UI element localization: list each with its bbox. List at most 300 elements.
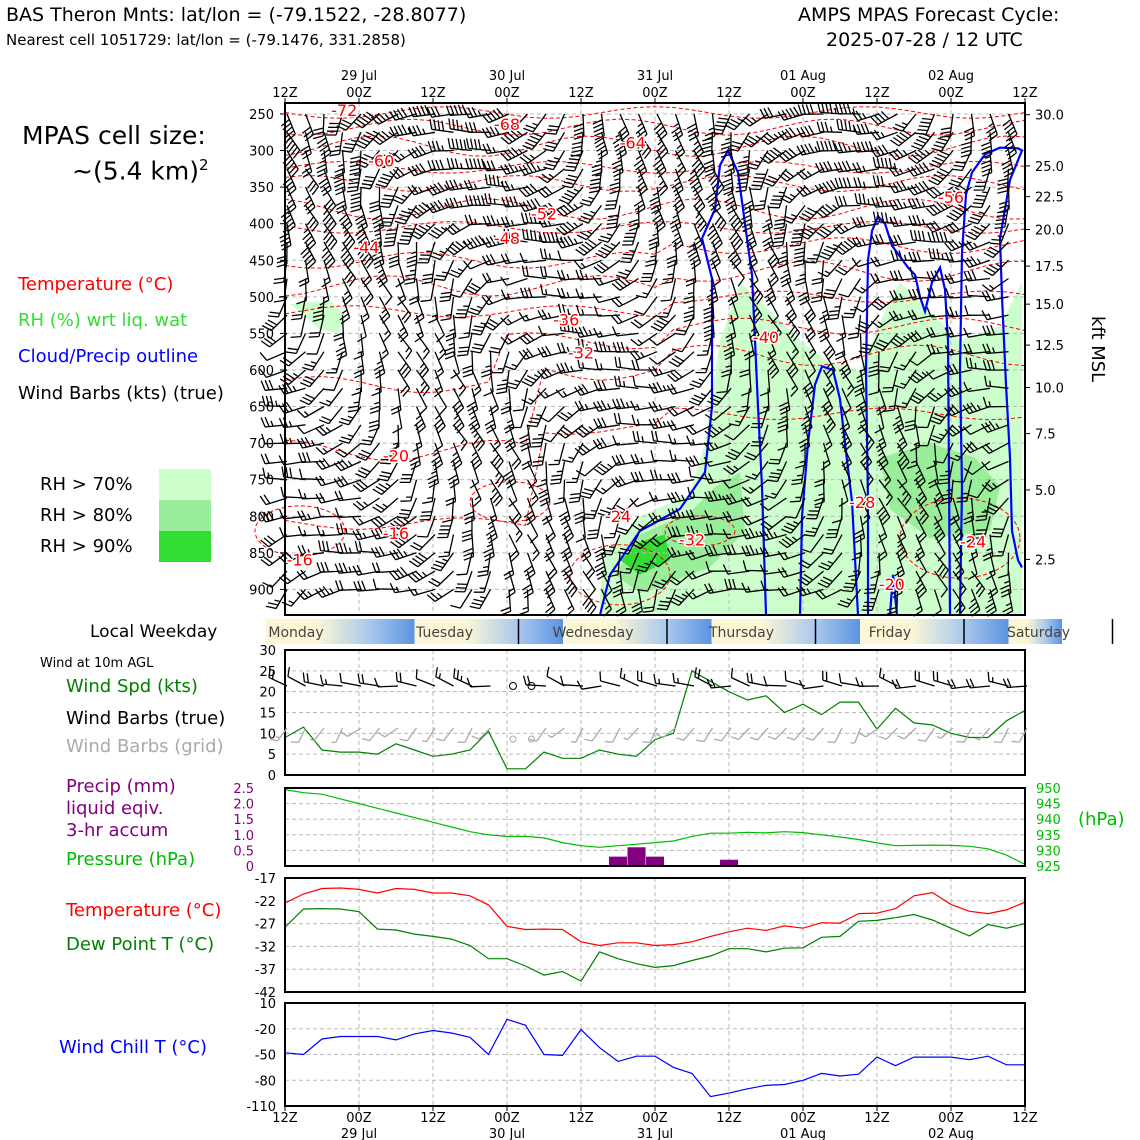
temperature-label: -28 [849, 493, 876, 513]
date-label: 29 Jul [340, 69, 378, 84]
weekday-title: Local Weekday [90, 622, 218, 642]
grid-wind-barb [975, 728, 990, 740]
wind-barb [431, 553, 454, 571]
wind-barb [702, 132, 713, 157]
wind-barb [519, 163, 546, 175]
wind-barb [370, 187, 380, 212]
pressure-tick-label: 350 [249, 181, 274, 197]
wind-barb [303, 224, 316, 251]
wind-barb [580, 187, 602, 206]
wind-barb [373, 579, 398, 590]
date-label: 02 Aug [927, 1127, 975, 1140]
wind-barb [469, 407, 480, 434]
wind-barb [916, 114, 935, 134]
wind-barb [446, 242, 472, 255]
wind-barb [407, 242, 417, 267]
date-label: 30 Jul [488, 1127, 526, 1140]
wind-barb [952, 151, 972, 171]
wind-barb [686, 260, 696, 286]
wind-barb [848, 315, 861, 339]
y-tick-label: -27 [254, 917, 276, 933]
date-label: 29 Jul [340, 1127, 378, 1140]
surface-wind-barb [695, 667, 713, 686]
wind-barb [539, 480, 550, 506]
pressure-tick-label: 250 [249, 107, 274, 123]
wind-barb [928, 232, 953, 242]
surface-wind-barb [467, 678, 490, 687]
wind-barb [584, 498, 602, 519]
wind-barb [434, 425, 442, 452]
temperature-label: -72 [331, 101, 358, 121]
grid-wind-barb [362, 728, 379, 741]
wind-barb [519, 589, 529, 614]
y-tick-label: 5 [267, 748, 276, 764]
grid-wind-barb [605, 728, 620, 742]
wind-barb [440, 279, 454, 302]
precip-bar [646, 857, 664, 866]
wind-barb [334, 460, 361, 471]
y-tick-label: 10 [259, 727, 276, 743]
y-tick-label: -80 [254, 1074, 276, 1090]
wind-barb [672, 333, 694, 351]
wind-barb [804, 297, 815, 324]
grid-wind-barb [696, 728, 712, 742]
surface-wind-barb [966, 679, 990, 688]
wind-barb [579, 205, 602, 223]
wind-barb [538, 186, 565, 197]
kft-tick-label: 15.0 [1035, 298, 1064, 314]
wind-barb [557, 425, 583, 438]
kft-tick-label: 2.5 [1035, 553, 1056, 569]
legend-temperature: Temperature (°C) [18, 274, 174, 295]
grid-wind-barb [548, 728, 565, 737]
wind-barb [302, 114, 313, 141]
time-tick-label: 00Z [642, 86, 668, 101]
wind-barb [583, 589, 596, 615]
wind-barb [911, 132, 934, 149]
precip-tick-label: 0 [245, 860, 254, 875]
wind-barb [589, 169, 601, 193]
legend-wind-barbs-grid: Wind Barbs (grid) [66, 736, 224, 757]
wind-barb [587, 516, 602, 539]
wind-barb [769, 187, 787, 208]
temperature-label: -16 [286, 550, 313, 570]
wind-barb [483, 273, 509, 283]
grid-wind-barb [851, 728, 861, 743]
time-tick-label: 12Z [864, 86, 890, 101]
time-tick-label: 00Z [790, 1111, 816, 1126]
pressure-tick-label: 900 [249, 583, 274, 599]
precip-bar [628, 847, 646, 866]
cell-size-text: ~(5.4 km) [72, 156, 199, 186]
legend-rh: RH (%) wrt liq. wat [18, 310, 188, 331]
pressure-tick-label: 750 [249, 473, 274, 489]
windchill-line [285, 1019, 1025, 1096]
kft-tick-label: 17.5 [1035, 260, 1064, 276]
legend-wind: Wind Barbs (kts) (true) [18, 383, 224, 404]
kft-tick-label: 22.5 [1035, 190, 1064, 206]
wind-barb [835, 260, 860, 275]
surface-wind-barb [1003, 679, 1027, 688]
wind-barb [384, 224, 399, 247]
wind-barb [470, 333, 490, 353]
pressure-tick-label: 550 [249, 327, 274, 343]
cell-size-label: MPAS cell size: [22, 121, 206, 150]
nearest-cell: Nearest cell 1051729: lat/lon = (-79.1476, 331.2858) [6, 31, 406, 49]
wind-barb [890, 130, 916, 146]
grid-wind-barb [827, 728, 842, 742]
y-tick-label: -50 [254, 1048, 276, 1064]
cell-size-value [72, 156, 209, 185]
wind-barb [279, 402, 306, 413]
pressure-tick-label: 600 [249, 363, 274, 379]
wind-barb [427, 589, 453, 601]
time-tick-label: 12Z [716, 1111, 742, 1126]
wind-barb [828, 297, 842, 320]
temperature-label: -56 [937, 188, 965, 208]
wind-barb [692, 151, 705, 178]
wind-barb [467, 388, 478, 415]
wind-barb [855, 193, 879, 205]
cell-size-exponent: 2 [199, 156, 209, 174]
wind-barb [670, 450, 694, 462]
grid-wind-barb [457, 728, 472, 742]
pressure-tick-label: 500 [249, 290, 274, 306]
grid-wind-barb [400, 728, 417, 741]
y-tick-label: 25 [259, 664, 276, 680]
grid-wind-barb [676, 728, 694, 740]
wind-barb [446, 105, 472, 116]
wind-barb [834, 239, 860, 255]
grid-wind-barb [806, 728, 824, 740]
wind-barb [391, 388, 401, 414]
wind-barb [576, 240, 602, 256]
surface-wind-barb [321, 675, 343, 686]
surface-wind-barb [396, 672, 416, 686]
pressure-tick-label: 650 [249, 400, 274, 416]
legend-precip-3: 3-hr accum [66, 820, 169, 841]
wind-barb [335, 491, 361, 501]
temperature-label: -40 [752, 327, 780, 347]
wind-barb [300, 370, 324, 387]
wind-barb [661, 279, 676, 302]
wind-barb [667, 407, 694, 417]
date-label: 31 Jul [636, 1127, 674, 1140]
wind-barb [630, 350, 657, 360]
surface-wind-barb [823, 671, 842, 686]
calm-wind-circle [510, 683, 517, 690]
wind-barb [504, 461, 516, 488]
grid-wind-barb [859, 728, 879, 737]
wind-barb [408, 571, 435, 582]
wind-barb [768, 260, 778, 287]
temperature-label: -44 [353, 237, 380, 257]
wind-barb [457, 333, 472, 355]
wind-barb [459, 315, 473, 338]
grid-wind-barb [918, 728, 935, 741]
wind-barb [434, 260, 453, 280]
wind-barb [356, 443, 379, 460]
y-tick-label: -37 [254, 963, 276, 979]
y-tick-label: -42 [254, 986, 276, 1001]
surface-wind-barb [892, 679, 916, 688]
wind-barb [583, 571, 595, 597]
wind-barb [464, 498, 474, 524]
wind-barb [562, 169, 583, 188]
wind10m-title: Wind at 10m AGL [40, 656, 154, 671]
wind-barb [316, 443, 343, 454]
calm-wind-circle [510, 736, 516, 742]
wind-barb [649, 333, 675, 345]
precip-tick-label: 1.0 [233, 828, 254, 844]
wind-barb [539, 169, 565, 183]
surface-wind-barb [375, 678, 398, 687]
wind-barb [556, 203, 583, 216]
temperature-label: -32 [567, 343, 595, 363]
wind-barb [531, 425, 546, 447]
grid-wind-barb [378, 728, 398, 737]
wind-barb [410, 224, 435, 239]
wind-barb [576, 461, 601, 476]
wind-barb [513, 388, 528, 411]
legend-precip-1: Precip (mm) [66, 776, 176, 797]
time-tick-label: 00Z [494, 1111, 520, 1126]
wind-barb [370, 388, 380, 413]
date-label: 02 Aug [927, 69, 975, 84]
wind-barb [280, 352, 306, 366]
time-tick-label: 12Z [568, 86, 594, 101]
kft-tick-label: 25.0 [1035, 159, 1064, 175]
temperature-label: -20 [382, 446, 410, 466]
wind-barb [612, 297, 639, 307]
wind-barb [839, 279, 861, 297]
wind-barb [929, 248, 953, 260]
wind-barb [393, 187, 417, 204]
wind-barb [527, 407, 546, 427]
grid-wind-barb [750, 728, 768, 740]
surface-wind-barb [915, 671, 934, 687]
y-tick-label: 30 [259, 644, 276, 659]
temperature-label: -60 [368, 151, 395, 171]
legend-rh80: RH > 80% [40, 505, 133, 526]
wind-barb [335, 563, 361, 573]
pressure-tick-label: 950 [1036, 782, 1061, 797]
wind-barb [491, 425, 501, 452]
time-tick-label: 12Z [568, 1111, 594, 1126]
wind-barb [481, 352, 491, 377]
pressure-tick-label: 930 [1036, 844, 1061, 860]
weekday-label: Wednesday [552, 625, 634, 641]
wind-barb [595, 480, 621, 494]
time-tick-label: 12Z [272, 86, 298, 101]
wind-barb [997, 169, 1008, 194]
wind-barb [339, 425, 361, 443]
wind-barb [688, 169, 702, 196]
y-tick-label: -17 [254, 872, 276, 887]
kft-tick-label: 10.0 [1035, 381, 1064, 397]
y-tick-label: 10 [259, 997, 276, 1012]
wind-barb [616, 260, 638, 278]
wind-barb [816, 204, 842, 217]
wind-barb [543, 132, 564, 151]
temperature-label: -24 [604, 507, 632, 527]
surface-wind-barb [288, 667, 306, 686]
wind-barb [492, 352, 509, 373]
wind-barb [409, 553, 435, 567]
surface-wind-barb [839, 673, 860, 686]
date-label: 31 Jul [636, 69, 674, 84]
legend-cloud: Cloud/Precip outline [18, 346, 199, 367]
pressure-tick-label: 800 [249, 510, 274, 526]
wind-barb [649, 366, 676, 376]
kft-tick-label: 30.0 [1035, 108, 1064, 124]
kft-tick-label: 7.5 [1035, 427, 1056, 443]
temperature-label: -64 [619, 133, 646, 153]
y-tick-label: 20 [259, 685, 276, 701]
wind-barb [705, 114, 715, 140]
wind-barb [722, 169, 733, 195]
wind-barb [507, 571, 516, 598]
pressure-tick-label: 450 [249, 254, 274, 270]
temperature-label: -52 [530, 204, 558, 224]
pressure-tick-label: 700 [249, 437, 274, 453]
rh70-area [290, 300, 345, 333]
wind-barb [780, 187, 805, 203]
time-tick-label: 12Z [716, 86, 742, 101]
grid-wind-barb [332, 728, 343, 743]
wind-barb [464, 107, 490, 118]
wind-barb [634, 297, 657, 315]
grid-wind-barb [529, 728, 546, 741]
time-tick-label: 00Z [938, 86, 964, 101]
pressure-tick-label: 850 [249, 546, 274, 562]
y-tick-label: -22 [254, 894, 276, 910]
wind-barb [613, 326, 639, 336]
grid-wind-barb [897, 728, 916, 739]
forecast-cycle: 2025-07-28 / 12 UTC [826, 29, 1023, 51]
time-tick-label: 00Z [790, 86, 816, 101]
pressure-tick-label: 935 [1036, 828, 1061, 844]
legend-temp2: Temperature (°C) [66, 900, 222, 921]
wind-barb [631, 333, 657, 345]
wind-barb [672, 224, 683, 251]
wind-barb [504, 553, 514, 580]
pressure-tick-label: 400 [249, 217, 274, 233]
time-tick-label: 00Z [346, 1111, 372, 1126]
temperature-label: -16 [382, 523, 410, 543]
wind-barb [260, 352, 287, 361]
grid-wind-barb [436, 728, 453, 741]
wind-barb [342, 132, 362, 152]
wind-barb [541, 266, 565, 278]
time-tick-label: 12Z [420, 1111, 446, 1126]
surface-wind-barb [600, 672, 620, 687]
y-tick-label: -32 [254, 940, 276, 956]
wind-barb [404, 260, 416, 284]
temperature-label: -24 [960, 532, 987, 552]
wind-barb [968, 205, 990, 223]
wind-barb [489, 388, 499, 415]
wind-barb [471, 315, 491, 335]
wind-barb [549, 443, 565, 465]
time-tick-label: 12Z [1012, 86, 1038, 101]
surface-wind-barb [547, 667, 565, 686]
time-tick-label: 12Z [272, 1111, 298, 1126]
wind-barb [649, 418, 675, 429]
wind-barb [965, 305, 990, 315]
wind-barb [929, 151, 953, 168]
temperature-label: -32 [678, 530, 706, 550]
time-tick-label: 00Z [642, 1111, 668, 1126]
wind-barb [891, 250, 916, 260]
legend-rh70: RH > 70% [40, 474, 133, 495]
precip-tick-label: 1.5 [233, 813, 254, 829]
y-tick-label: 15 [259, 706, 276, 722]
wind-barb [429, 571, 454, 586]
surface-wind-barb [785, 671, 805, 686]
wind-barb [281, 114, 295, 141]
date-label: 30 Jul [488, 69, 526, 84]
weekday-label: Thursday [708, 625, 775, 641]
time-tick-label: 12Z [864, 1111, 890, 1126]
wind-barb [982, 279, 1008, 292]
wind-barb [689, 388, 713, 405]
temperature-label: -48 [493, 229, 521, 249]
legend-wind-barbs-true: Wind Barbs (true) [66, 708, 226, 729]
wind-barb [445, 224, 472, 235]
temperature-contour [470, 482, 550, 522]
wind-barb [466, 158, 491, 168]
grid-wind-barb [585, 728, 602, 741]
wind-barb [501, 277, 528, 286]
wind-barb [360, 425, 379, 445]
wind-barb [812, 260, 824, 284]
wind-barb [774, 205, 787, 229]
wind-barb [455, 297, 472, 318]
wind-barb [540, 407, 565, 422]
legend-rh90: RH > 90% [40, 536, 133, 557]
wind-barb [963, 241, 990, 251]
date-label: 01 Aug [779, 1127, 827, 1140]
weekday-label: Friday [868, 625, 912, 641]
wind-barb [684, 279, 695, 304]
wind-barb [966, 224, 990, 240]
legend-windchill: Wind Chill T (°C) [59, 1037, 207, 1058]
wind-barb [543, 151, 564, 170]
surface-wind-barb [416, 669, 435, 686]
wind-barb [559, 187, 583, 204]
wind-barb [893, 114, 916, 131]
pressure-unit-label: (hPa) [1078, 809, 1125, 830]
kft-axis-label: kft MSL [1087, 316, 1108, 383]
wind-barb [564, 151, 583, 171]
wind-barb [929, 169, 953, 185]
surface-wind-barb [856, 677, 879, 686]
time-tick-label: 12Z [1012, 1111, 1038, 1126]
wind-barb [316, 425, 343, 436]
wind-barb [652, 431, 676, 443]
pressure-tick-label: 945 [1036, 797, 1061, 813]
wind-barb [496, 370, 509, 394]
wind-barb [398, 224, 416, 245]
legend-precip-2: liquid eqiv. [66, 798, 164, 819]
time-tick-label: 00Z [494, 86, 520, 101]
wind-barb [806, 242, 824, 263]
wind-barb [633, 376, 657, 388]
pressure-tick-label: 940 [1036, 813, 1061, 829]
wind-barb [871, 111, 898, 124]
wind-barb [824, 333, 835, 360]
